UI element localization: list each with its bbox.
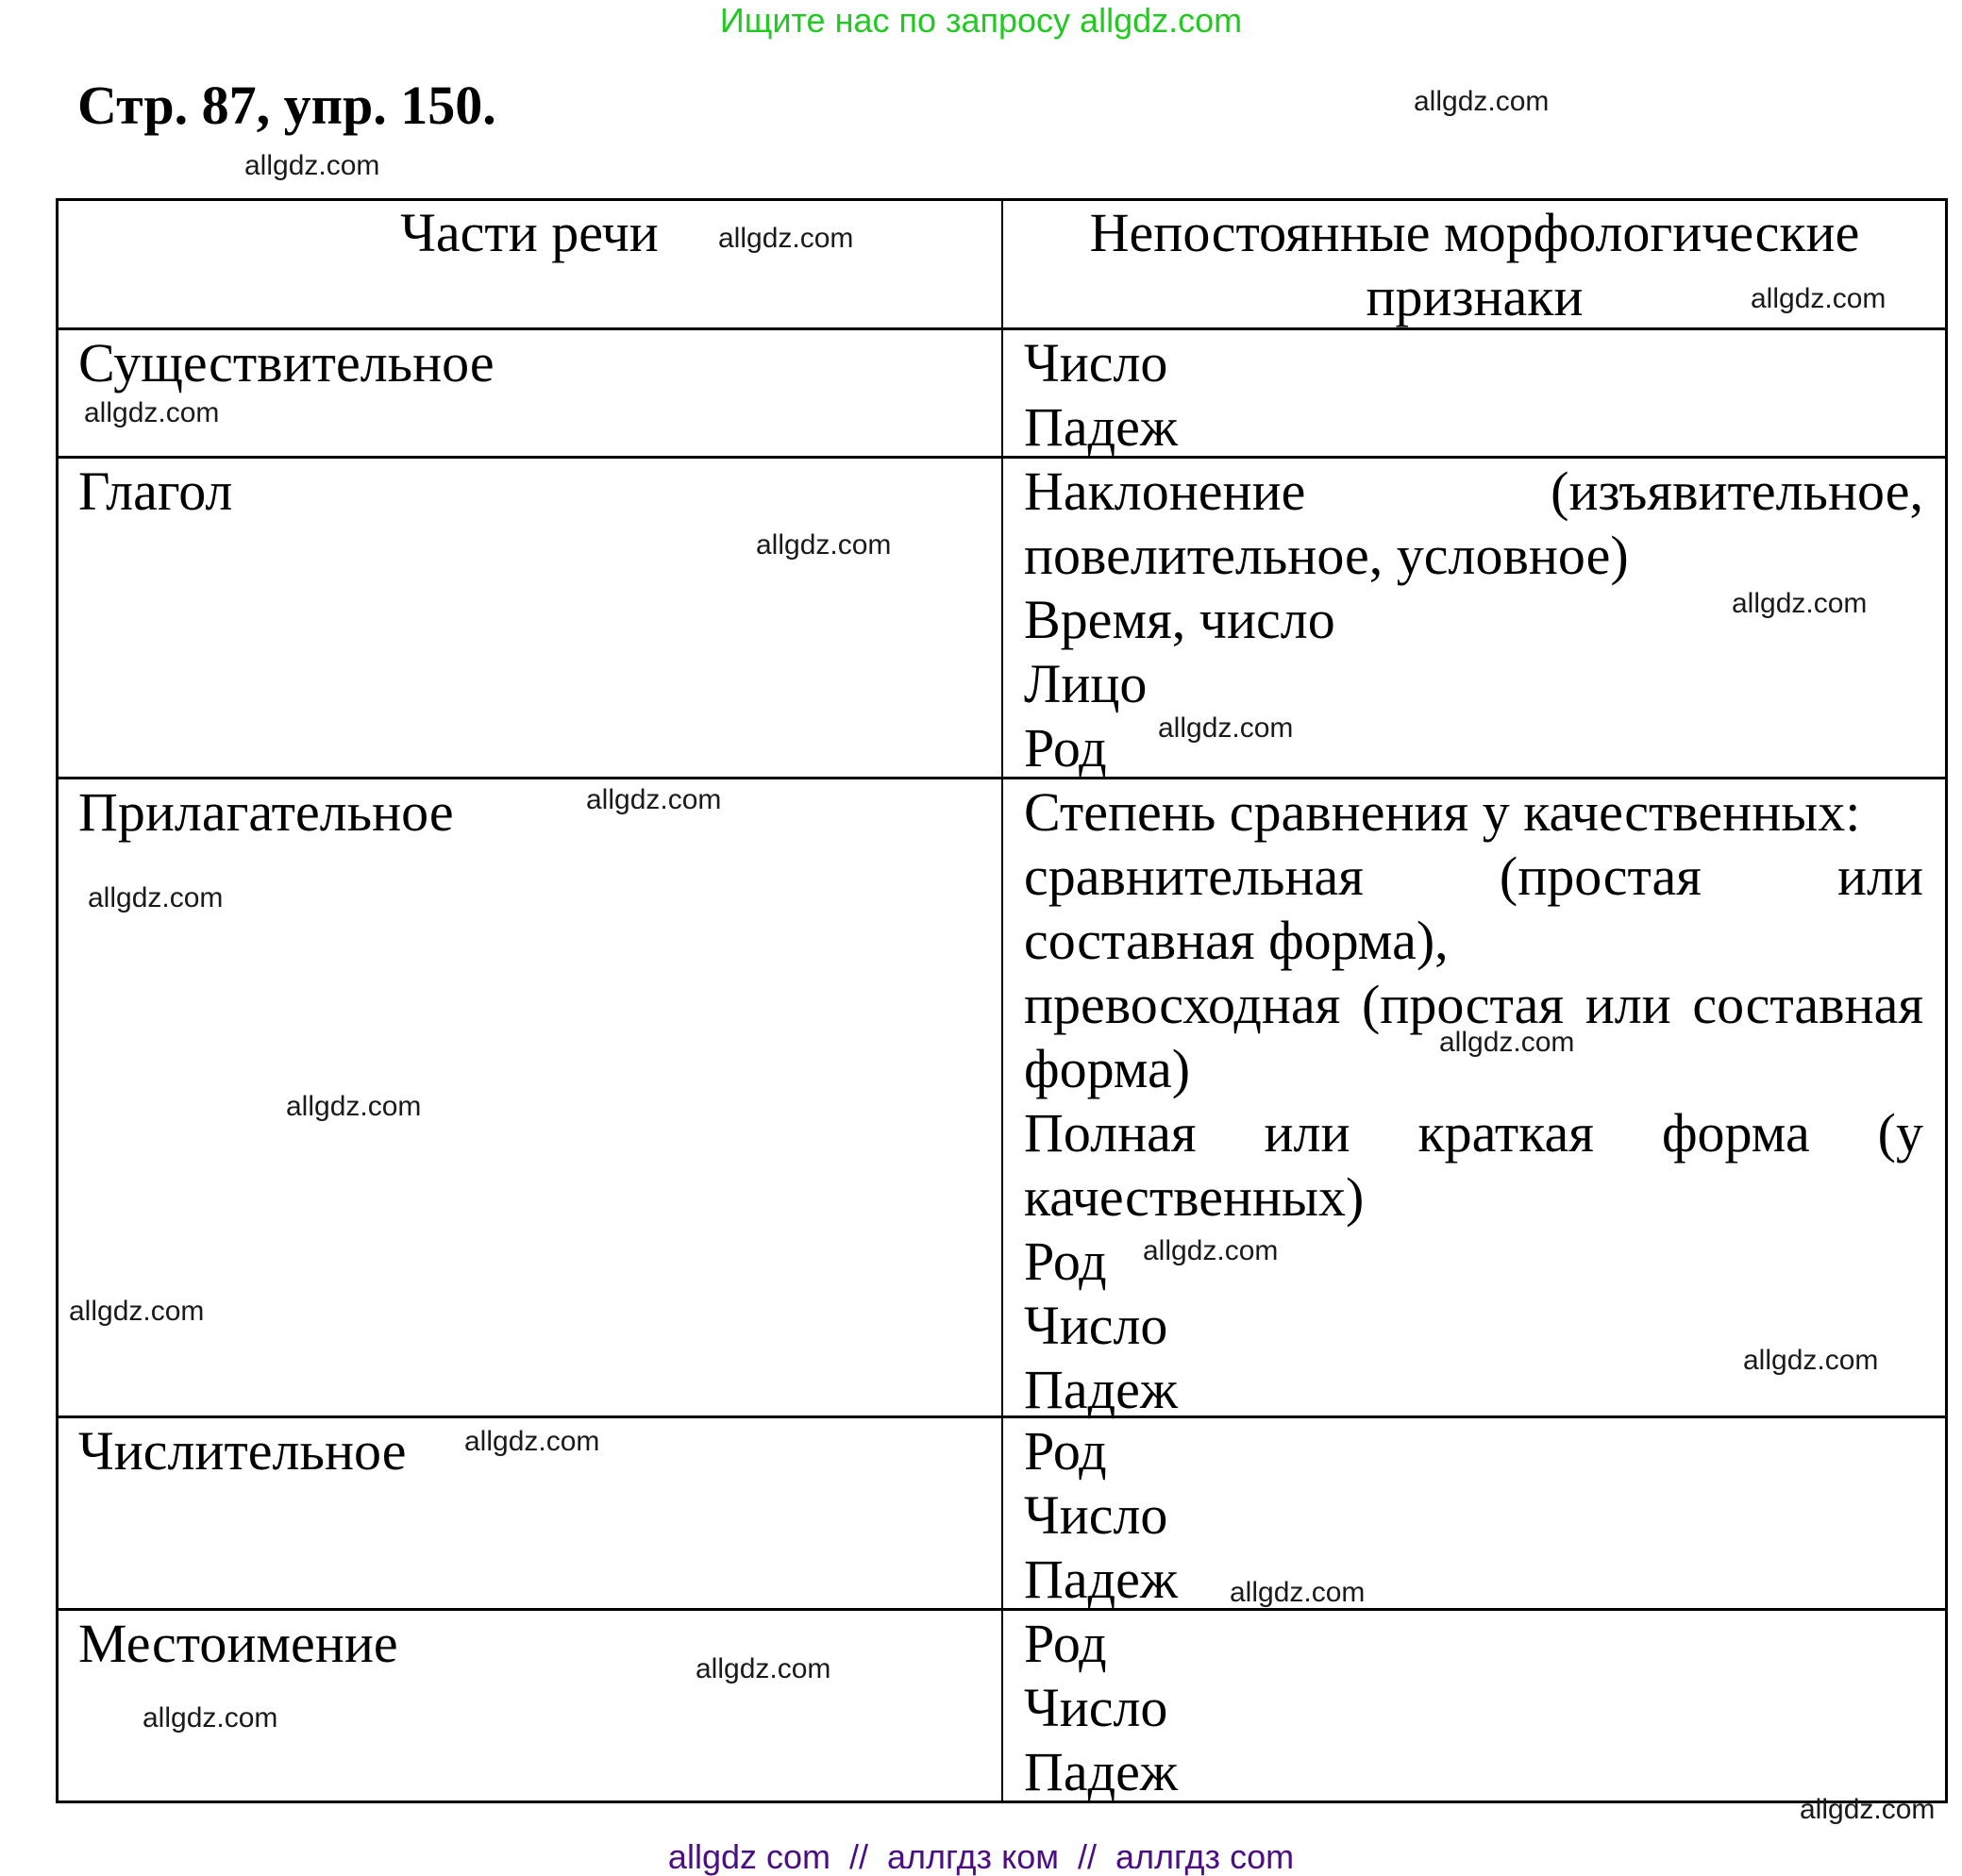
- table-row-verb-name: [59, 460, 1000, 524]
- watermark: allgdz.com: [1158, 712, 1294, 744]
- table-row-noun-name: [59, 331, 1000, 395]
- table-row-pronoun-features: [1003, 1612, 1946, 1804]
- feature-line: Падеж: [1024, 1359, 1178, 1420]
- table-row-numeral-features: [1003, 1419, 1946, 1612]
- header-label: признаки: [1366, 266, 1584, 327]
- feature-line: Падеж: [1024, 1741, 1178, 1802]
- watermark: allgdz.com: [1732, 588, 1868, 619]
- watermark: allgdz.com: [244, 150, 380, 181]
- feature-line: Степень сравнения у качественных:: [1024, 781, 1861, 843]
- watermark: allgdz.com: [756, 529, 892, 561]
- watermark: allgdz.com: [286, 1091, 422, 1122]
- watermark: allgdz.com: [69, 1296, 205, 1327]
- watermark: allgdz.com: [1143, 1235, 1279, 1266]
- part-of-speech: Прилагательное: [78, 781, 454, 843]
- watermark: allgdz.com: [84, 397, 220, 428]
- feature-line: Число: [1024, 1677, 1168, 1738]
- feature-line: Число: [1024, 1295, 1168, 1356]
- part-of-speech: Глагол: [78, 461, 233, 522]
- feature-line: составная форма),: [1024, 910, 1449, 971]
- feature-line: качественных): [1024, 1166, 1365, 1228]
- feature-line: Наклонение (изъявительное,: [1024, 461, 1923, 522]
- part-of-speech: Существительное: [78, 332, 495, 394]
- feature-line: Лицо: [1024, 653, 1148, 714]
- page-title: Стр. 87, упр. 150.: [77, 75, 496, 136]
- feature-line: Род: [1024, 1420, 1107, 1482]
- watermark: allgdz.com: [464, 1426, 600, 1457]
- feature-line: Полная или краткая форма (у: [1024, 1102, 1923, 1164]
- feature-line: Время, число: [1024, 589, 1335, 650]
- header-label: Непостоянные морфологические: [1089, 202, 1860, 263]
- watermark: allgdz.com: [88, 882, 224, 913]
- watermark: allgdz.com: [1751, 283, 1887, 314]
- table-row-adjective-name: [59, 780, 1000, 845]
- watermark: allgdz.com: [1414, 86, 1550, 117]
- watermark: allgdz.com: [718, 223, 854, 254]
- watermark: allgdz.com: [1800, 1794, 1936, 1825]
- feature-line: Род: [1024, 1613, 1107, 1674]
- table-row-pronoun-name: [59, 1612, 1000, 1676]
- feature-line: Число: [1024, 1484, 1168, 1546]
- watermark: allgdz.com: [1743, 1345, 1879, 1376]
- part-of-speech: Числительное: [78, 1420, 407, 1482]
- header-label: Части речи: [400, 202, 659, 263]
- feature-line: форма): [1024, 1038, 1191, 1099]
- feature-line: сравнительная (простая или: [1024, 846, 1923, 907]
- feature-line: Падеж: [1024, 396, 1178, 458]
- top-banner: Ищите нас по запросу allgdz.com: [719, 1, 1243, 40]
- watermark: allgdz.com: [1439, 1027, 1575, 1058]
- feature-line: Число: [1024, 332, 1168, 394]
- feature-line: превосходная (простая или составная: [1024, 974, 1923, 1035]
- header-parts-of-speech: [59, 201, 1000, 265]
- watermark: allgdz.com: [696, 1653, 831, 1684]
- table-row-noun-features: [1003, 331, 1946, 460]
- feature-line: Род: [1024, 717, 1107, 779]
- part-of-speech: Местоимение: [78, 1613, 398, 1674]
- feature-line: Падеж: [1024, 1549, 1178, 1610]
- table-row-adjective-features: [1003, 780, 1946, 1422]
- watermark: allgdz.com: [586, 784, 722, 815]
- feature-line: повелительное, условное): [1024, 525, 1629, 586]
- feature-line: Род: [1024, 1231, 1107, 1292]
- watermark: allgdz.com: [1230, 1577, 1366, 1608]
- bottom-banner: allgdz com // аллгдз ком // аллгдз com: [667, 1837, 1295, 1876]
- watermark: allgdz.com: [143, 1702, 278, 1734]
